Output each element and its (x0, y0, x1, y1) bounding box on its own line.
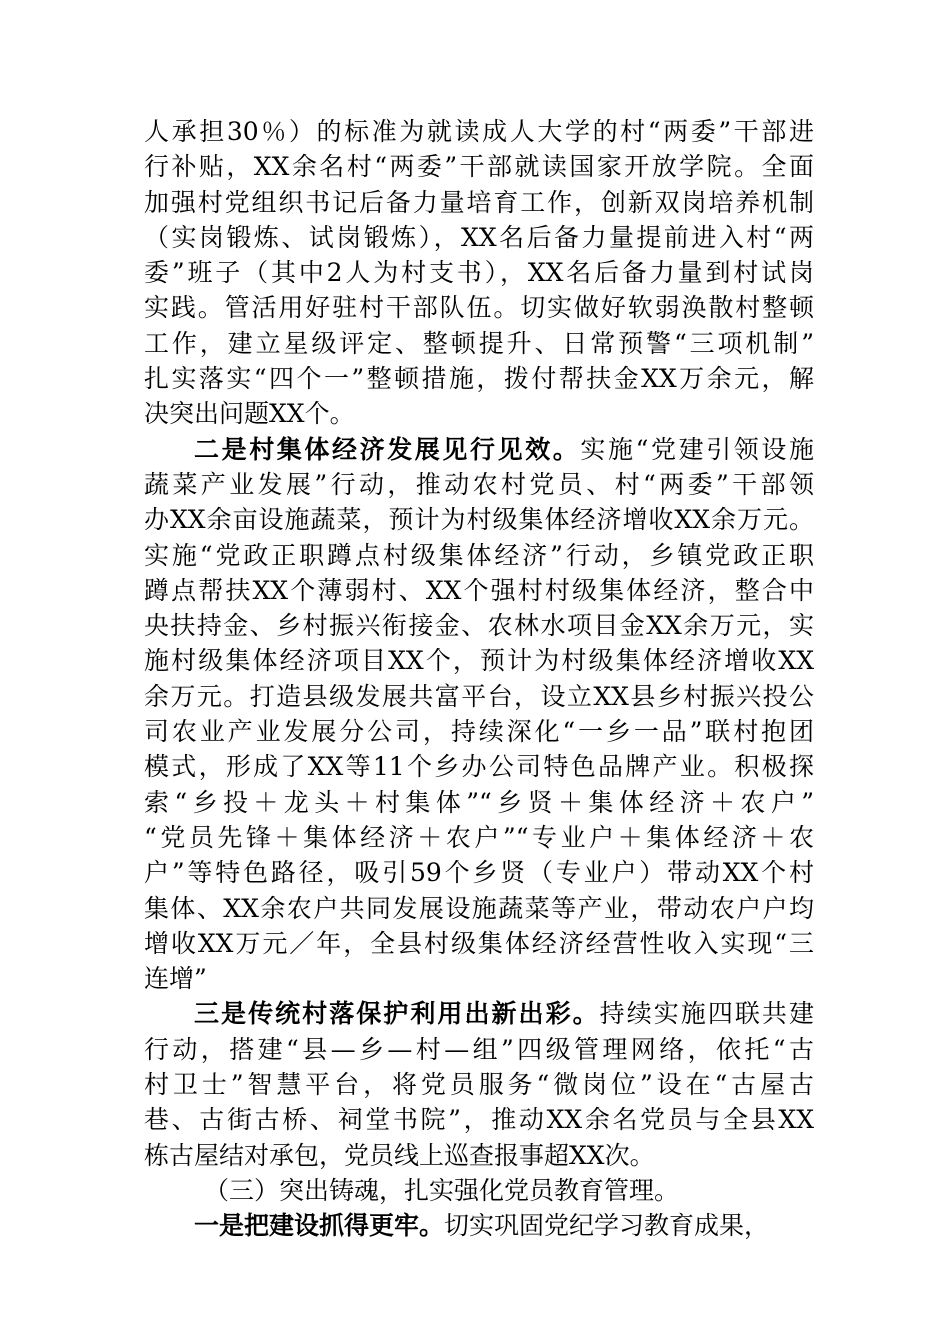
line-text: 施村级集体经济项目XX个，预计为村级集体经济增收XX (144, 646, 814, 676)
line-text: 实施“党政正职蹲点村级集体经济”行动，乡镇党政正职 (144, 540, 814, 570)
line-text: 连增” (144, 964, 207, 994)
line-text: 行动，搭建“县—乡—村—组”四级管理网络，依托“古 (144, 1034, 814, 1064)
line-text: 实施“党建引领设施 (580, 434, 814, 464)
line-text: 索“乡投＋龙头＋村集体”“乡贤＋集体经济＋农户” (144, 787, 814, 817)
line-text: （三）突出铸魂，扎实强化党员教育管理。 (204, 1175, 680, 1205)
line-text: 蔬菜产业发展”行动，推动农村党员、村“两委”干部领 (144, 469, 814, 499)
text-line (144, 502, 814, 537)
body-text (144, 114, 814, 1244)
text-line (144, 185, 814, 220)
line-text: 巷、古街古桥、祠堂书院”，推动XX余名党员与全县XX (144, 1105, 814, 1135)
line-text: 切实巩固党纪学习教育成果， (444, 1211, 770, 1241)
line-text: 工作，建立星级评定、整顿提升、日常预警“三项机制” (144, 328, 814, 358)
line-text: 持续实施四联共建 (599, 999, 814, 1029)
text-line (144, 220, 814, 255)
paragraph-lead-line (144, 1208, 814, 1243)
text-line (144, 396, 814, 431)
line-text: 行补贴，XX余名村“两委”干部就读国家开放学院。全面 (144, 152, 814, 182)
line-text: 央扶持金、乡村振兴衔接金、农林水项目金XX余万元，实 (144, 611, 814, 641)
text-line (144, 608, 814, 643)
line-text: 模式，形成了XX等11个乡办公司特色品牌产业。积极探 (144, 752, 814, 782)
text-line (144, 290, 814, 325)
line-text: 办XX余亩设施蔬菜，预计为村级集体经济增收XX余万元。 (144, 505, 814, 535)
text-line (144, 785, 814, 820)
paragraph-lead-line (144, 996, 814, 1031)
line-text: 加强村党组织书记后备力量培育工作，创新双岗培养机制 (144, 187, 814, 217)
text-line (144, 573, 814, 608)
line-text: 余万元。打造县级发展共富平台，设立XX县乡村振兴投公 (144, 681, 814, 711)
text-line (144, 961, 814, 996)
text-line (144, 326, 814, 361)
text-line (144, 1102, 814, 1137)
text-line (144, 149, 814, 184)
text-line (144, 926, 814, 961)
bold-lead-phrase: 三是传统村落保护利用出新出彩。 (194, 999, 600, 1029)
line-text: 决突出问题XX个。 (144, 399, 355, 429)
text-line (144, 749, 814, 784)
line-text: 增收XX万元／年，全县村级集体经济经营性收入实现“三 (144, 928, 814, 958)
bold-lead-phrase: 一是把建设抓得更牢。 (194, 1211, 445, 1241)
bold-lead-phrase: 二是村集体经济发展见行见效。 (194, 434, 581, 464)
text-line (144, 643, 814, 678)
text-line (144, 679, 814, 714)
text-line (144, 820, 814, 855)
line-text: （实岗锻炼、试岗锻炼），XX名后备力量提前进入村“两 (144, 222, 814, 252)
line-text: 委”班子（其中2人为村支书），XX名后备力量到村试岗 (144, 258, 814, 288)
text-line (144, 361, 814, 396)
text-line (144, 714, 814, 749)
line-text: 户”等特色路径，吸引59个乡贤（专业户）带动XX个村 (144, 858, 814, 888)
text-line (144, 467, 814, 502)
text-line (144, 1138, 814, 1173)
paragraph-lead-line (144, 432, 814, 467)
text-line (144, 114, 814, 149)
line-text: 司农业产业发展分公司，持续深化“一乡一品”联村抱团 (144, 717, 814, 747)
line-text: “党员先锋＋集体经济＋农户”“专业户＋集体经济＋农 (144, 822, 814, 852)
text-line (144, 255, 814, 290)
text-line (144, 1032, 814, 1067)
text-line (144, 1067, 814, 1102)
line-text: 栋古屋结对承包，党员线上巡查报事超XX次。 (144, 1140, 655, 1170)
section-heading (144, 1173, 814, 1208)
text-line (144, 538, 814, 573)
line-text: 扎实落实“四个一”整顿措施，拨付帮扶金XX万余元，解 (144, 364, 814, 394)
text-line (144, 891, 814, 926)
line-text: 人承担30％）的标准为就读成人大学的村“两委”干部进 (144, 117, 815, 146)
line-text: 蹲点帮扶XX个薄弱村、XX个强村村级集体经济，整合中 (144, 575, 814, 605)
line-text: 实践。管活用好驻村干部队伍。切实做好软弱涣散村整顿 (144, 293, 814, 323)
line-text: 集体、XX余农户共同发展设施蔬菜等产业，带动农户户均 (144, 893, 814, 923)
line-text: 村卫士”智慧平台，将党员服务“微岗位”设在“古屋古 (144, 1070, 814, 1100)
text-line (144, 855, 814, 890)
